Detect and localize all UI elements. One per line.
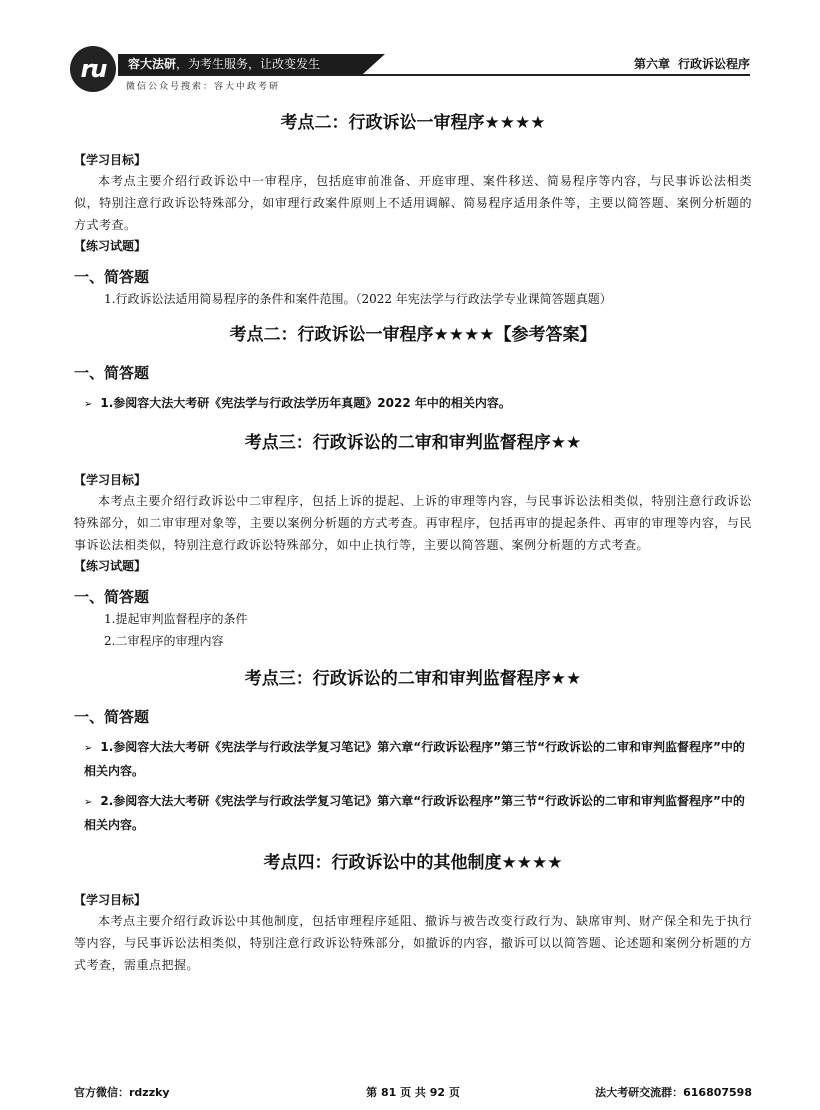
answer-text: 2.参阅容大法大考研《宪法学与行政法学复习笔记》第六章“行政诉讼程序”第三节“行政诉讼的二审和审判监督程序”中的相关内容。: [84, 794, 745, 832]
chapter-label: [626, 55, 750, 72]
brand-name: 容大法研: [128, 57, 177, 71]
arrowhead-icon: ➢: [84, 399, 93, 410]
footer-wechat: 官方微信：rdzzky: [74, 1086, 170, 1099]
section-title: 考点三：行政诉讼的二审和审判监督程序★★: [244, 433, 582, 453]
section-title: 考点二：行政诉讼一审程序★★★★【参考答案】: [229, 325, 597, 345]
answer-text: 1.参阅容大法大考研《宪法学与行政法学复习笔记》第六章“行政诉讼程序”第三节“行政诉讼的二审和审判监督程序”中的相关内容。: [84, 740, 745, 778]
chapter-title: 行政诉讼程序: [677, 57, 750, 71]
answer-item: [74, 790, 752, 836]
arrowhead-icon: ➢: [84, 743, 93, 754]
question-item: 1.提起审判监督程序的条件: [104, 612, 248, 626]
page-number: 第 81 页 共 92 页: [366, 1086, 460, 1099]
goal-paragraph: 本考点主要介绍行政诉讼中一审程序，包括庭审前准备、开庭审理、案件移送、简易程序等内容，与民事诉讼法相类似，特别注意行政诉讼特殊部分，如审理行政案件原则上不适用调解、简易程序适用条件等，主要以简答题、案例分析题的方式考查。: [74, 174, 752, 232]
answer-item: [74, 736, 752, 782]
question-type-heading: 一、简答题: [74, 588, 150, 606]
answer-item: [74, 392, 752, 416]
section-title: 考点三：行政诉讼的二审和审判监督程序★★: [244, 669, 582, 689]
practice-label: 【练习试题】: [74, 559, 147, 573]
page-header: [0, 0, 820, 100]
slogan-text: ，为考生服务，让改变发生: [176, 57, 321, 71]
header-divider: [118, 74, 750, 76]
question-item: 1.行政诉讼法适用简易程序的条件和案件范围。（2022 年宪法学与行政法学专业课简答题真题）: [104, 292, 612, 306]
goal-label: 【学习目标】: [74, 153, 147, 167]
slogan-bar-tip: [363, 54, 385, 74]
question-type-heading: 一、简答题: [74, 364, 150, 382]
footer-group: 法大考研交流群：616807598: [595, 1086, 752, 1099]
slogan-bar: [118, 54, 363, 74]
page-content: [74, 108, 752, 976]
brand-logo: ru: [70, 46, 116, 92]
goal-paragraph: 本考点主要介绍行政诉讼中二审程序，包括上诉的提起、上诉的审理等内容，与民事诉讼法相类似，特别注意行政诉讼特殊部分，如二审审理对象等，主要以案例分析题的方式考查。再审程序，包括再审的提起条件、再审的审理等内容，与民事诉讼法相类似，特别注意行政诉讼特殊部分，如中止执行等，主要以简答题、案例分析题的方式考查。: [74, 494, 752, 552]
practice-label: 【练习试题】: [74, 239, 147, 253]
goal-label: 【学习目标】: [74, 893, 147, 907]
section-title: 考点四：行政诉讼中的其他制度★★★★: [263, 853, 563, 873]
goal-paragraph: 本考点主要介绍行政诉讼中其他制度，包括审理程序延阻、撤诉与被告改变行政行为、缺席审判、财产保全和先于执行等内容，与民事诉讼法相类似，特别注意行政诉讼特殊部分，如撤诉的内容，撤诉可以以简答题、论述题和案例分析题的方式考查，需重点把握。: [74, 914, 752, 972]
section-title: 考点二：行政诉讼一审程序★★★★: [280, 113, 546, 133]
question-type-heading: 一、简答题: [74, 708, 150, 726]
question-item: 2.二审程序的审理内容: [104, 634, 224, 648]
chapter-number: 第六章: [633, 57, 670, 71]
answer-text: 1.参阅容大法大考研《宪法学与行政法学历年真题》2022 年中的相关内容。: [100, 396, 511, 410]
goal-label: 【学习目标】: [74, 473, 147, 487]
question-type-heading: 一、简答题: [74, 268, 150, 286]
wechat-search-hint: 微信公众号搜索：容大中政考研: [126, 82, 281, 92]
arrowhead-icon: ➢: [84, 797, 93, 808]
